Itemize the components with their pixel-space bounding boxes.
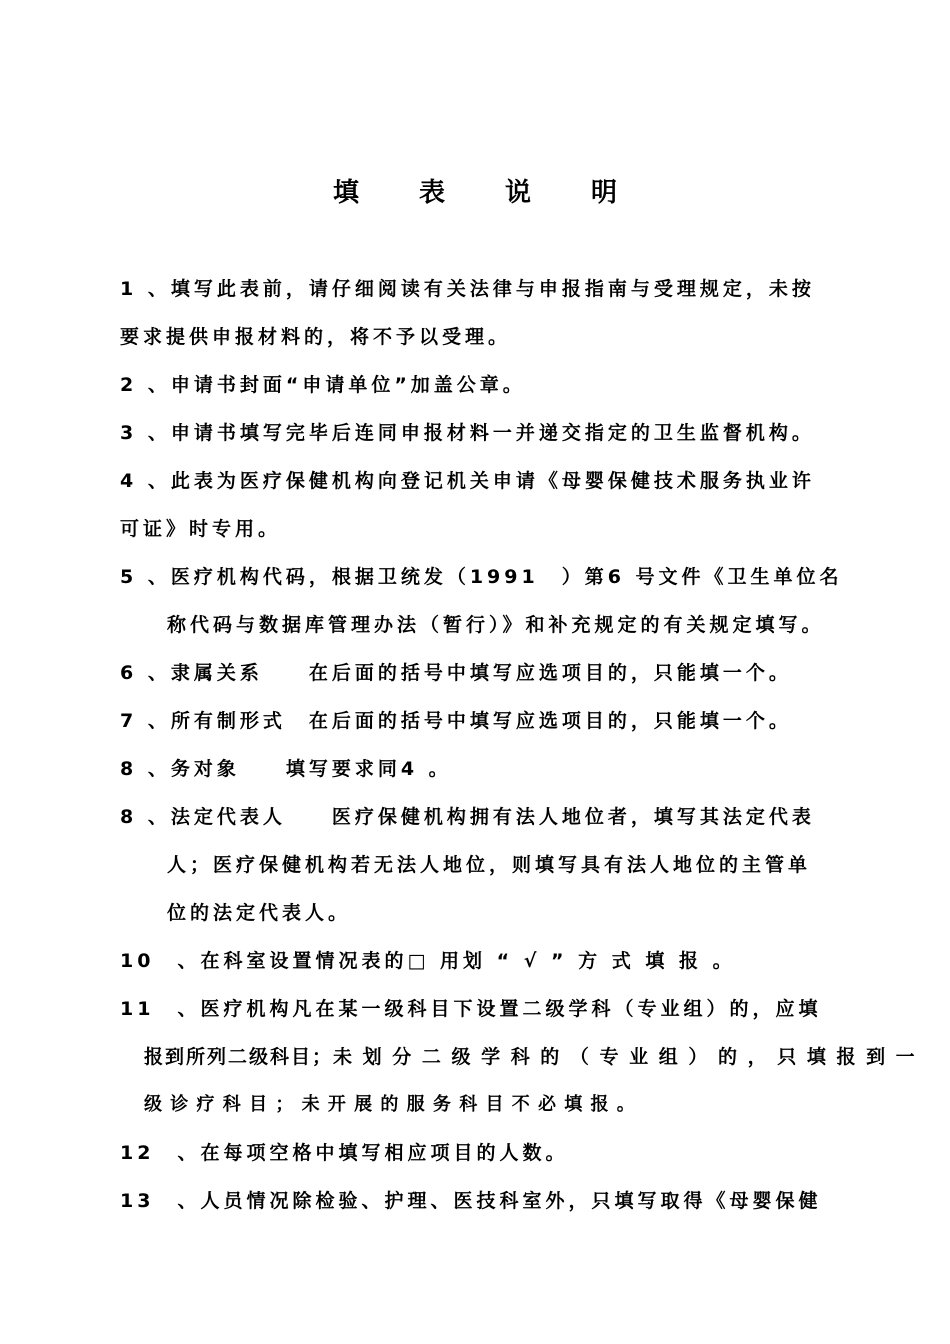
instruction-8b-line-2: 人；医疗保健机构若无法人地位，则填写具有法人地位的主管单 [167,854,812,876]
instruction-6: 6 、隶属关系 在后面的括号中填写应选项目的，只能填一个。 [120,662,792,684]
instruction-8b-line-3: 位的法定代表人。 [167,902,352,924]
instruction-13-line-1: 13 、人员情况除检验、护理、医技科室外，只填写取得《母婴保健 [120,1190,822,1212]
instruction-7: 7 、所有制形式 在后面的括号中填写应选项目的，只能填一个。 [120,710,792,732]
instruction-8a: 8 、务对象 填写要求同4 。 [120,758,452,780]
instruction-11-line-2: 报到所列二级科目；未 划 分 二 级 学 科 的 （ 专 业 组 ） 的 ， 只 填 报 到 一 [144,1046,917,1068]
instruction-1-line-1: 1 、填写此表前，请仔细阅读有关法律与申报指南与受理规定，未按 [120,278,815,300]
instruction-4-line-2: 可证》时专用。 [120,518,282,540]
title-char-4: 明 [591,178,618,208]
instruction-5-line-2: 称代码与数据库管理办法（暂行）》和补充规定的有关规定填写。 [167,614,825,636]
instruction-11-line-1: 11 、医疗机构凡在某一级科目下设置二级学科（专业组）的，应填 [120,998,822,1020]
page-title [0,172,950,209]
instruction-11-line-3: 级 诊 疗 科 目 ； 未 开 展 的 服 务 科 目 不 必 填 报 。 [144,1094,636,1115]
title-char-3: 说 [505,178,532,208]
instruction-10: 10 、在科室设置情况表的□ 用划 “ √ ” 方 式 填 报 。 [120,950,736,972]
title-char-2: 表 [418,178,445,208]
instruction-1-line-2: 要求提供申报材料的，将不予以受理。 [120,326,512,348]
instruction-3: 3 、申请书填写完毕后连同申报材料一并递交指定的卫生监督机构。 [120,422,815,444]
instruction-8b-line-1: 8 、法定代表人 医疗保健机构拥有法人地位者，填写其法定代表 [120,806,815,828]
instruction-4-line-1: 4 、此表为医疗保健机构向登记机关申请《母婴保健技术服务执业许 [120,470,815,492]
instruction-12: 12 、在每项空格中填写相应项目的人数。 [120,1142,569,1164]
instruction-5-line-1: 5 、医疗机构代码，根据卫统发（1991 ）第6 号文件《卫生单位名 [120,566,843,588]
instruction-2: 2 、申请书封面“申请单位”加盖公章。 [120,374,526,396]
title-char-1: 填 [332,178,359,208]
